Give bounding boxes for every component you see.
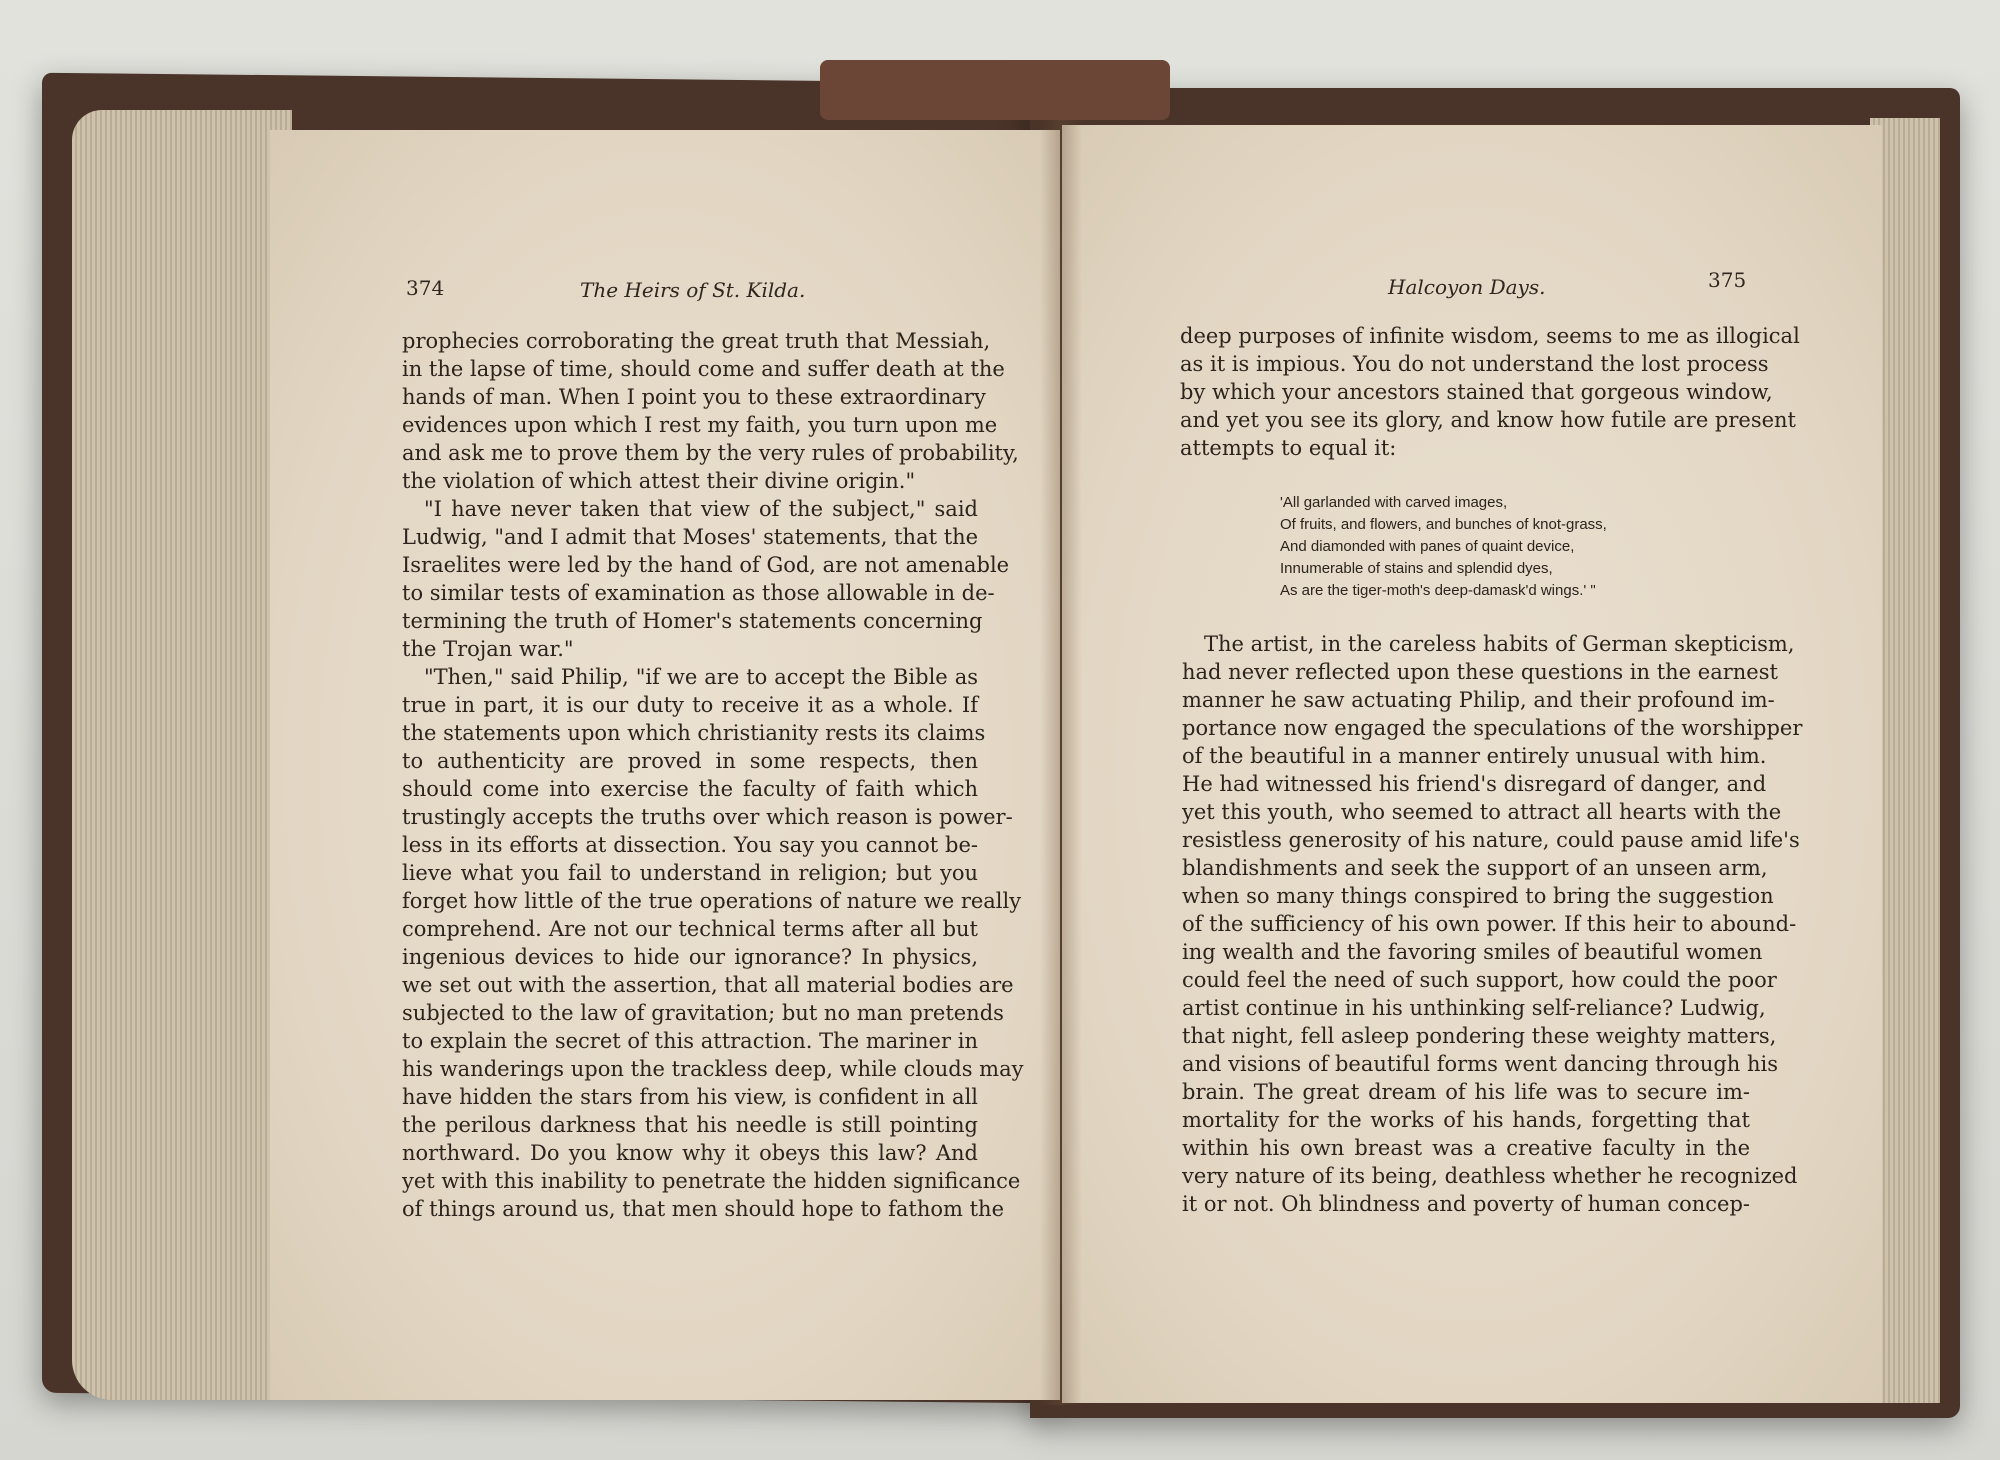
- text-line: as it is impious. You do not understand the lost process: [1180, 352, 1769, 376]
- text-line: we set out with the assertion, that all material bodies are: [402, 973, 1014, 997]
- text-line: and ask me to prove them by the very rules of probability,: [402, 441, 1019, 465]
- text-line: forget how little of the true operations of nature we really: [402, 889, 1022, 913]
- text-line: brain. The great dream of his life was to secure im-: [1182, 1080, 1750, 1104]
- text-line: the statements upon which christianity rests its claims: [402, 721, 986, 745]
- text-line: Ludwig, "and I admit that Moses' statements, that the: [402, 525, 979, 549]
- text-line: had never reflected upon these questions in the earnest: [1182, 660, 1778, 684]
- text-line: within his own breast was a creative faculty in the: [1182, 1136, 1750, 1160]
- text-line: evidences upon which I rest my faith, you turn upon me: [402, 413, 998, 437]
- text-line: have hidden the stars from his view, is confident in all: [402, 1085, 978, 1109]
- poem-line: As are the tiger-moth's deep-damask'd wings.' ": [1280, 582, 1596, 599]
- text-line: lieve what you fail to understand in religion; but you: [402, 861, 978, 885]
- poem-line: 'All garlanded with carved images,: [1280, 494, 1508, 511]
- text-line: ing wealth and the favoring smiles of beautiful women: [1182, 940, 1763, 964]
- text-line: to explain the secret of this attraction. The mariner in: [402, 1029, 978, 1053]
- book-gutter: [1040, 120, 1082, 1405]
- text-line: very nature of its being, deathless whether he recognized: [1182, 1164, 1798, 1188]
- text-line: yet with this inability to penetrate the hidden significance: [402, 1169, 1021, 1193]
- text-line: that night, fell asleep pondering these weighty matters,: [1182, 1024, 1777, 1048]
- text-line: hands of man. When I point you to these extraordinary: [402, 385, 986, 409]
- text-line: to authenticity are proved in some respects, then: [402, 749, 978, 773]
- text-line: of the sufficiency of his own power. If this heir to abound-: [1182, 912, 1797, 936]
- text-line: "I have never taken that view of the subject," said: [424, 497, 978, 521]
- text-line: the perilous darkness that his needle is still pointing: [402, 1113, 978, 1137]
- text-line: prophecies corroborating the great truth that Messiah,: [402, 329, 991, 353]
- text-line: artist continue in his unthinking self-reliance? Ludwig,: [1182, 996, 1766, 1020]
- text-line: and visions of beautiful forms went dancing through his: [1182, 1052, 1779, 1076]
- text-line: portance now engaged the speculations of the worshipper: [1182, 716, 1803, 740]
- text-line: "Then," said Philip, "if we are to accept the Bible as: [424, 665, 978, 689]
- text-line: could feel the need of such support, how could the poor: [1182, 968, 1777, 992]
- text-line: mortality for the works of his hands, forgetting that: [1182, 1108, 1750, 1132]
- text-line: northward. Do you know why it obeys this law? And: [402, 1141, 978, 1165]
- right-page-text-top: [1180, 322, 1800, 462]
- text-line: comprehend. Are not our technical terms after all but: [402, 917, 978, 941]
- text-line: and yet you see its glory, and know how futile are present: [1180, 408, 1796, 432]
- text-line: by which your ancestors stained that gorgeous window,: [1180, 380, 1773, 404]
- poem-line: Innumerable of stains and splendid dyes,: [1280, 560, 1553, 577]
- text-line: He had witnessed his friend's disregard of danger, and: [1182, 772, 1767, 796]
- right-page-text-bottom: [1182, 630, 1803, 1218]
- text-line: blandishments and seek the support of an unseen arm,: [1182, 856, 1768, 880]
- text-line: deep purposes of infinite wisdom, seems to me as illogical: [1180, 324, 1800, 348]
- page-edges-left: [72, 110, 292, 1400]
- text-line: manner he saw actuating Philip, and their profound im-: [1182, 688, 1775, 712]
- text-line: to similar tests of examination as those allowable in de-: [402, 581, 995, 605]
- text-line: yet this youth, who seemed to attract all hearts with the: [1182, 800, 1782, 824]
- text-line: of things around us, that men should hope to fathom the: [402, 1197, 1005, 1221]
- left-page-number: 374: [406, 276, 445, 300]
- text-line: subjected to the law of gravitation; but no man pretends: [402, 1001, 1004, 1025]
- text-line: of the beautiful in a manner entirely unusual with him.: [1182, 744, 1767, 768]
- text-line: The artist, in the careless habits of German skepticism,: [1204, 632, 1795, 656]
- text-line: it or not. Oh blindness and poverty of human concep-: [1182, 1192, 1750, 1216]
- left-page-text: [402, 327, 1024, 1223]
- text-line: the violation of which attest their divine origin.": [402, 469, 916, 493]
- text-line: attempts to equal it:: [1180, 436, 1397, 460]
- right-page-number: 375: [1708, 268, 1747, 292]
- text-line: trustingly accepts the truths over which reason is power-: [402, 805, 1013, 829]
- text-line: true in part, it is our duty to receive it as a whole. If: [402, 693, 978, 717]
- text-line: his wanderings upon the trackless deep, while clouds may: [402, 1057, 1024, 1081]
- book-spine: [820, 60, 1170, 120]
- text-line: resistless generosity of his nature, could pause amid life's: [1182, 828, 1800, 852]
- right-running-head: Halcoyon Days.: [1388, 275, 1546, 299]
- text-line: when so many things conspired to bring the suggestion: [1182, 884, 1774, 908]
- text-line: should come into exercise the faculty of faith which: [402, 777, 978, 801]
- text-line: ingenious devices to hide our ignorance? In physics,: [402, 945, 978, 969]
- text-line: the Trojan war.": [402, 637, 574, 661]
- left-running-head: The Heirs of St. Kilda.: [580, 278, 806, 302]
- text-line: termining the truth of Homer's statements concerning: [402, 609, 983, 633]
- text-line: less in its efforts at dissection. You say you cannot be-: [402, 833, 978, 857]
- poem-line: Of fruits, and flowers, and bunches of knot-grass,: [1280, 516, 1607, 533]
- poem-quotation: [1280, 492, 1607, 602]
- text-line: Israelites were led by the hand of God, are not amenable: [402, 553, 1010, 577]
- text-line: in the lapse of time, should come and suffer death at the: [402, 357, 1005, 381]
- poem-line: And diamonded with panes of quaint device,: [1280, 538, 1575, 555]
